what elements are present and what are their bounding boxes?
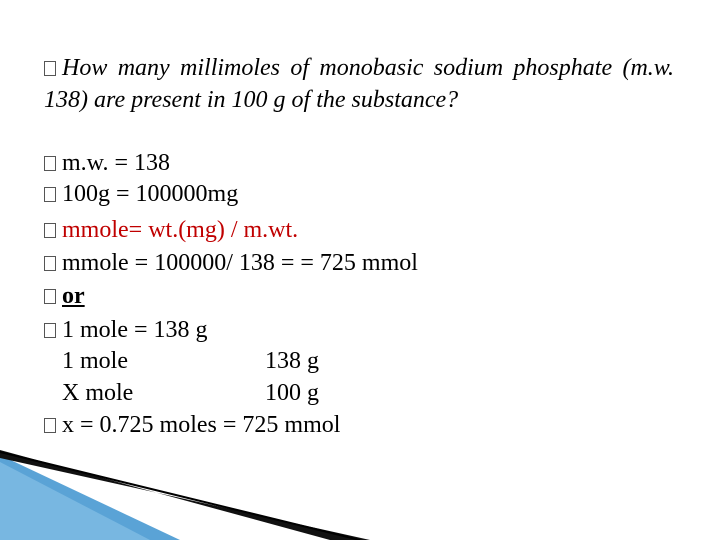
line-mass: 100g = 100000mg <box>44 180 238 208</box>
proportion-row-1: 1 mole 138 g <box>62 348 319 374</box>
bullet-icon <box>44 156 56 171</box>
bullet-icon <box>44 289 56 304</box>
line-ratio: 1 mole = 138 g <box>44 316 208 344</box>
line-or: or <box>44 282 85 310</box>
bullet-icon <box>44 323 56 338</box>
bullet-icon <box>44 418 56 433</box>
bullet-icon <box>44 61 56 76</box>
question-text: How many millimoles of monobasic sodium phosphate (m.w. 138) are present in 100 g of the substance? <box>44 55 674 113</box>
line-mw: m.w. = 138 <box>44 149 170 177</box>
bullet-icon <box>44 187 56 202</box>
bullet-icon <box>44 223 56 238</box>
bullet-icon <box>44 256 56 271</box>
line-answer: x = 0.725 moles = 725 mmol <box>44 411 340 439</box>
proportion-row-2: X mole 100 g <box>62 380 319 406</box>
line-formula: mmole= wt.(mg) / m.wt. <box>44 216 298 244</box>
line-calculation: mmole = 100000/ 138 = = 725 mmol <box>44 249 418 277</box>
